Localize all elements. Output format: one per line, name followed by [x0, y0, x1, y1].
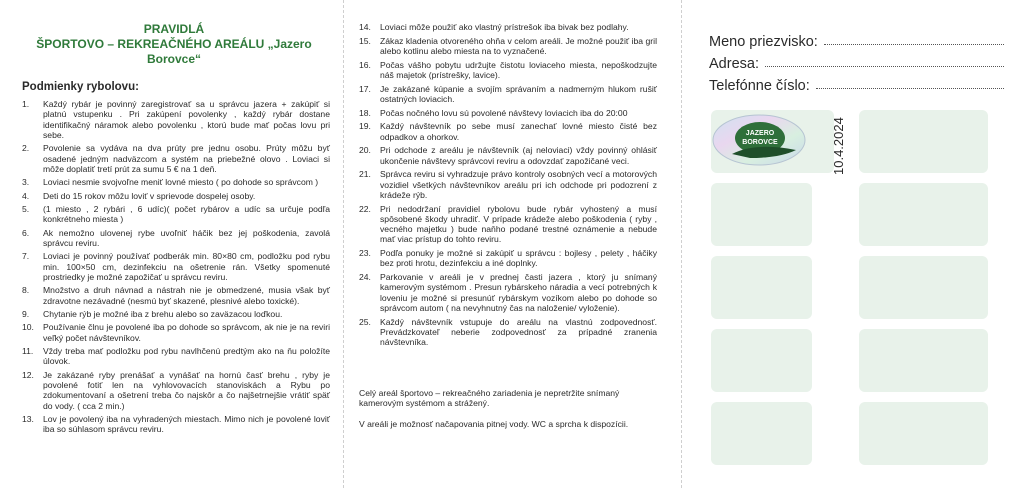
rule-item: [22, 177, 330, 187]
rule-text: Množstvo a druh návnad a nástrah nie je obmedzené, musia však byť zdravotne nezávadné (nesmú byť skazené, plesnivé alebo toxické).: [43, 285, 330, 306]
rule-number: 17.: [359, 83, 371, 94]
rule-item: [22, 322, 330, 343]
rule-item: [359, 84, 657, 105]
rule-number: 8.: [22, 285, 30, 296]
title-line-1: PRAVIDLÁ: [143, 22, 205, 36]
rule-item: [359, 108, 657, 118]
rule-text: Ak nemožno ulovenej rybe uvoľniť háčik bez jej poškodenia, zavolá správcu reviru.: [43, 227, 330, 249]
rule-item: [22, 204, 330, 225]
rule-text: Správca reviru si vyhradzuje právo kontroly osobných vecí a motorových vozidiel všetkých návštevníkov areálu pri ich odchode pri podozrení z krádeže rýb.: [380, 169, 657, 200]
address-field[interactable]: [709, 50, 1004, 72]
rule-number: 23.: [359, 248, 371, 259]
rule-item: [359, 145, 657, 166]
rule-number: 7.: [22, 251, 30, 262]
rule-number: 1.: [22, 99, 30, 109]
rule-item: [22, 228, 330, 249]
rule-text: Lov je povolený iba na vyhradených miestach. Mimo nich je povolené loviť iba so súhlasom správcu reviru.: [43, 414, 330, 435]
visitor-card-panel: [683, 0, 1024, 488]
rule-number: 19.: [359, 121, 371, 132]
water-notice: V areáli je možnosť načapovania pitnej vody. WC a sprcha k dispozícii.: [359, 418, 629, 429]
rule-item: [359, 248, 657, 269]
phone-dotted-line[interactable]: [816, 88, 1004, 89]
rule-text: Deti do 15 rokov môžu loviť v sprievode dospelej osoby.: [43, 190, 256, 201]
rule-number: 16.: [359, 59, 371, 70]
rule-text: Každý návštevník vstupuje do areálu na vlastnú zodpovednosť. Prevádzkovateľ neberie zodpovednosť za prípadné zranenia návštevníka.: [380, 316, 657, 348]
stamp-cell: [859, 110, 988, 173]
phone-label: Telefónne číslo:: [709, 78, 810, 94]
rule-number: 13.: [22, 414, 34, 425]
section-heading: Podmienky rybolovu:: [22, 81, 139, 93]
stamp-date: 10.4.2024: [831, 117, 846, 175]
rule-number: 4.: [22, 190, 30, 201]
rule-number: 11.: [22, 346, 34, 357]
name-dotted-line[interactable]: [824, 44, 1004, 45]
rule-number: 5.: [22, 204, 30, 215]
rule-item: [22, 285, 330, 306]
stamp-cell: [859, 329, 988, 392]
name-field[interactable]: [709, 28, 1004, 50]
rule-item: [359, 272, 657, 313]
rule-number: 3.: [22, 177, 30, 188]
rule-text: Zákaz kladenia otvoreného ohňa v celom areáli. Je možné použiť iba gril alebo kotlinu alebo miesta na to vyznačené.: [380, 35, 657, 56]
rule-number: 22.: [359, 203, 371, 214]
rule-text: Je zakázané kúpanie a svojím správaním a nadmerným hlukom rušiť ostatných loviacich.: [380, 83, 657, 104]
rule-number: 2.: [22, 143, 30, 154]
fold-line-1: [343, 0, 344, 488]
address-dotted-line[interactable]: [765, 66, 1004, 67]
rule-text: Loviaci je povinný používať podberák min. 80×80 cm, podložku pod rybu min. 100×50 cm, dezinfekciu na ošetrenie rán. Všetky spomenuté prostriedky je možné zapožičať u správcu reviru.: [43, 251, 330, 283]
stamp-cell: [711, 402, 812, 465]
rule-text: (1 miesto , 2 rybári , 6 udíc)( počet rybárov a udíc sa určuje podľa konkrétneho miesta ): [43, 204, 330, 225]
rule-number: 24.: [359, 272, 371, 283]
rules-list-middle: [359, 22, 657, 348]
rule-number: 20.: [359, 145, 371, 156]
rule-text: Pri nedodržaní pravidiel rybolovu bude rybár vyhostený a musí spôsobené škody uhradiť. V prípade krádeže alebo poškodenia ( ryby , vecného majetku ) bude naňho podané trestné oznámenie a nebude mať viac prístup do tohto reviru.: [380, 203, 657, 245]
rule-item: [22, 346, 330, 367]
rule-item: [359, 204, 657, 245]
logo-text-bottom: BOROVCE: [742, 139, 778, 146]
rule-text: Je zakázané ryby prenášať a vynášať na hornú časť brehu , ryby je povolené fotiť len na vyhlovovacích stanoviskách a Rybu po zdokumentovaní a ošetrení treba čo najskôr a čo najšetrnejšie vrátiť späť do vody. ( cca 2 min.): [43, 369, 330, 411]
stamp-cell: [859, 183, 988, 246]
rule-item: [22, 251, 330, 282]
rule-text: Chytanie rýb je možné iba z brehu alebo so zaväzacou loďkou.: [43, 309, 283, 320]
rule-text: Vždy treba mať podložku pod rybu navlhčenú predtým ako na ňu položíte úlovok.: [43, 346, 330, 367]
jazero-borovce-logo-sticker: [710, 112, 808, 168]
rule-text: Podľa ponuky je možné si zakúpiť u správcu : bojlesy , pelety , háčiky bez proti hrotu, dezinfekciu a iné doplnky.: [380, 248, 657, 269]
rule-text: Loviaci môže použiť ako vlastný prístrešok iba bivak bez podlahy.: [380, 22, 629, 32]
rule-text: Loviaci nesmie svojvoľne meniť lovné miesto ( po dohode so správcom ): [43, 177, 319, 188]
rule-item: [359, 36, 657, 57]
stamp-cell: [859, 402, 988, 465]
rule-number: 18.: [359, 107, 371, 118]
rule-number: 9.: [22, 309, 30, 320]
stamp-cell: [859, 256, 988, 319]
rule-number: 14.: [359, 22, 371, 32]
rule-number: 12.: [22, 369, 34, 380]
rule-number: 6.: [22, 227, 30, 238]
rules-list-left: [22, 99, 330, 435]
rule-item: [22, 143, 330, 174]
rule-text: Každý návštevník po sebe musí zanechať lovné miesto čisté bez odpadkov a ohorkov.: [380, 121, 657, 142]
rule-item: [22, 191, 330, 201]
rule-number: 15.: [359, 35, 371, 46]
stamp-cell: [711, 329, 812, 392]
rules-panel-left: [0, 0, 342, 488]
rule-item: [22, 414, 330, 435]
rule-item: [22, 309, 330, 319]
stamp-cell: [711, 183, 812, 246]
rule-item: [359, 317, 657, 348]
rule-number: 21.: [359, 169, 371, 180]
rule-text: Počas nočného lovu sú povolené návštevy loviacich iba do 20:00: [380, 107, 628, 118]
rule-text: Povolenie sa vydáva na dva prúty pre jednu osobu. Prúty môžu byť osadené jedným nadväzcom a systém na priebežné olovo . Loviaci si môže doplatiť tretí prút za sumu 5 € na 1 deň.: [43, 143, 330, 174]
rule-text: Používanie člnu je povolené iba po dohode so správcom, ak nie je na reviri veľký počet návštevníkov.: [43, 322, 330, 343]
logo-text-top: JAZERO: [745, 130, 775, 137]
fold-line-2: [681, 0, 682, 488]
rule-number: 10.: [22, 322, 34, 333]
name-label: Meno priezvisko:: [709, 34, 818, 50]
title-line-2: ŠPORTOVO – REKREAČNÉHO AREÁLU „Jazero Borovce“: [36, 37, 312, 66]
rule-item: [22, 99, 330, 140]
camera-notice: Celý areál športovo – rekreačného zariadenia je nepretržite snímaný kamerovým systémom a strážený.: [359, 388, 620, 409]
rule-item: [359, 60, 657, 81]
rule-text: Počas vášho pobytu udržujte čistotu loviaceho miesta, nepoškodzujte náš majetok (prístrešky, lavice).: [380, 59, 657, 80]
rule-text: Pri odchode z areálu je návštevník (aj neloviaci) vždy povinný ohlásiť ukončenie návštevy správcovi reviru a odovzdať zapožičané veci.: [380, 145, 657, 166]
stamp-cell: [711, 256, 812, 319]
rule-item: [359, 169, 657, 200]
rule-item: [22, 370, 330, 411]
rule-item: [359, 22, 657, 32]
address-label: Adresa:: [709, 56, 759, 72]
rule-number: 25.: [359, 316, 371, 327]
phone-field[interactable]: [709, 72, 1004, 94]
rule-text: Každý rybár je povinný zaregistrovať sa u správcu jazera + zakúpiť si platnú vstupenku . Pri zakúpení povolenky , každý rybár dostane identifikačný náramok alebo povolenku , ktorú bude mať počas lovu pri sebe.: [43, 99, 330, 140]
rules-panel-middle: [345, 0, 675, 488]
rule-text: Parkovanie v areáli je v prednej časti jazera , ktorý ju snímaný kamerovým systémom . Presun rybárskeho náradia a vecí potrebných k loveniu je možné si presunúť rybárskym vozíkom alebo po dohode so správcom autom ( na nevyhnutný čas na naloženie/ vyloženie).: [380, 272, 657, 314]
rule-item: [359, 121, 657, 142]
